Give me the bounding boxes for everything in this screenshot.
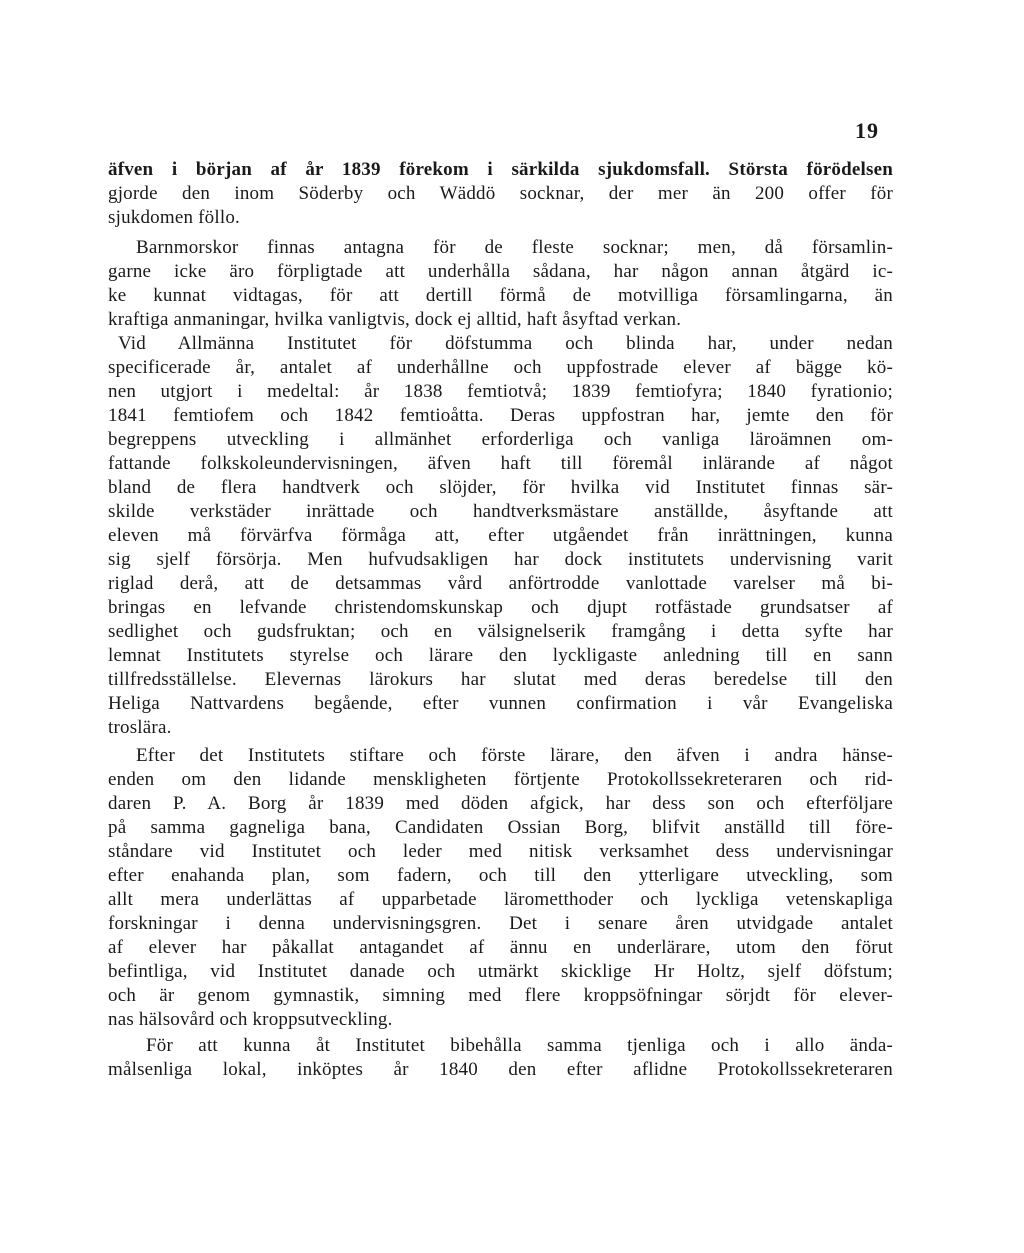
text-line: Efter det Institutets stiftare och förste lärare, den äfven i andra hänse- [136, 745, 893, 766]
text-line: gjorde den inom Söderby och Wäddö socknar, der mer än 200 offer för [108, 183, 893, 204]
text-line: bringas en lefvande christendomskunskap och djupt rotfästade grundsatser af [108, 597, 893, 618]
text-line: ståndare vid Institutet och leder med nitisk verksamhet dess undervisningar [108, 841, 893, 862]
text-line: af elever har påkallat antagandet af ännu en underlärare, utom den förut [108, 937, 893, 958]
text-line: allt mera underlättas af upparbetade lärometthoder och lyckliga vetenskapliga [108, 889, 893, 910]
text-line: troslära. [108, 717, 172, 738]
text-line: nen utgjort i medeltal: år 1838 femtiotvå; 1839 femtiofyra; 1840 fyrationio; [108, 381, 893, 402]
text-line: äfven i början af år 1839 förekom i särkilda sjukdomsfall. Största förödelsen [108, 159, 893, 180]
text-line: För att kunna åt Institutet bibehålla samma tjenliga och i allo ända- [146, 1035, 893, 1056]
text-line: sig sjelf försörja. Men hufvudsakligen har dock institutets undervisning varit [108, 549, 893, 570]
text-line: fattande folkskoleundervisningen, äfven haft till föremål inlärande af något [108, 453, 893, 474]
text-line: Heliga Nattvardens begående, efter vunnen confirmation i vår Evangeliska [108, 693, 893, 714]
text-line: specificerade år, antalet af underhållne och uppfostrade elever af bägge kö- [108, 357, 893, 378]
text-line: bland de flera handtverk och slöjder, för hvilka vid Institutet finnas sär- [108, 477, 893, 498]
text-line: kraftiga anmaningar, hvilka vanligtvis, dock ej alltid, haft åsyftad verkan. [108, 309, 682, 330]
text-line: befintliga, vid Institutet danade och utmärkt skicklige Hr Holtz, sjelf döfstum; [108, 961, 893, 982]
text-line: efter enahanda plan, som fadern, och till den ytterligare utveckling, som [108, 865, 893, 886]
text-line: nas hälsovård och kroppsutveckling. [108, 1009, 393, 1030]
text-line: 1841 femtiofem och 1842 femtioåtta. Deras uppfostran har, jemte den för [108, 405, 893, 426]
text-line: och är genom gymnastik, simning med flere kroppsöfningar sörjdt för elever- [108, 985, 893, 1006]
text-line: eleven må förvärfva förmåga att, efter utgåendet från inrättningen, kunna [108, 525, 893, 546]
text-line: sjukdomen föllo. [108, 207, 240, 228]
text-line: riglad derå, att de detsammas vård anförtrodde vanlottade varelser må bi- [108, 573, 893, 594]
text-line: Barnmorskor finnas antagna för de fleste socknar; men, då församlin- [136, 237, 893, 258]
text-line: sedlighet och gudsfruktan; och en välsignelserik framgång i detta syfte har [108, 621, 893, 642]
text-line: målsenliga lokal, inköptes år 1840 den efter aflidne Protokollssekreteraren [108, 1059, 893, 1080]
text-line: begreppens utveckling i allmänhet erforderliga och vanliga läroämnen om- [108, 429, 893, 450]
text-line: på samma gagneliga bana, Candidaten Ossian Borg, blifvit anställd till före- [108, 817, 893, 838]
text-line: Vid Allmänna Institutet för döfstumma och blinda har, under nedan [118, 333, 893, 354]
text-line: garne icke äro förpligtade att underhålla sådana, har någon annan åtgärd ic- [108, 261, 893, 282]
text-line: skilde verkstäder inrättade och handtverksmästare anställde, åsyftande att [108, 501, 893, 522]
text-line: daren P. A. Borg år 1839 med döden afgick, har dess son och efterföljare [108, 793, 893, 814]
text-line: ke kunnat vidtagas, för att dertill förmå de motvilliga församlingarna, än [108, 285, 893, 306]
page-number: 19 [855, 118, 879, 143]
text-line: tillfredsställelse. Elevernas lärokurs har slutat med deras beredelse till den [108, 669, 893, 690]
text-line: forskningar i denna undervisningsgren. Det i senare åren utvidgade antalet [108, 913, 893, 934]
text-line: enden om den lidande menskligheten förtjente Protokollssekreteraren och rid- [108, 769, 893, 790]
text-line: lemnat Institutets styrelse och lärare den lyckligaste anledning till en sann [108, 645, 893, 666]
